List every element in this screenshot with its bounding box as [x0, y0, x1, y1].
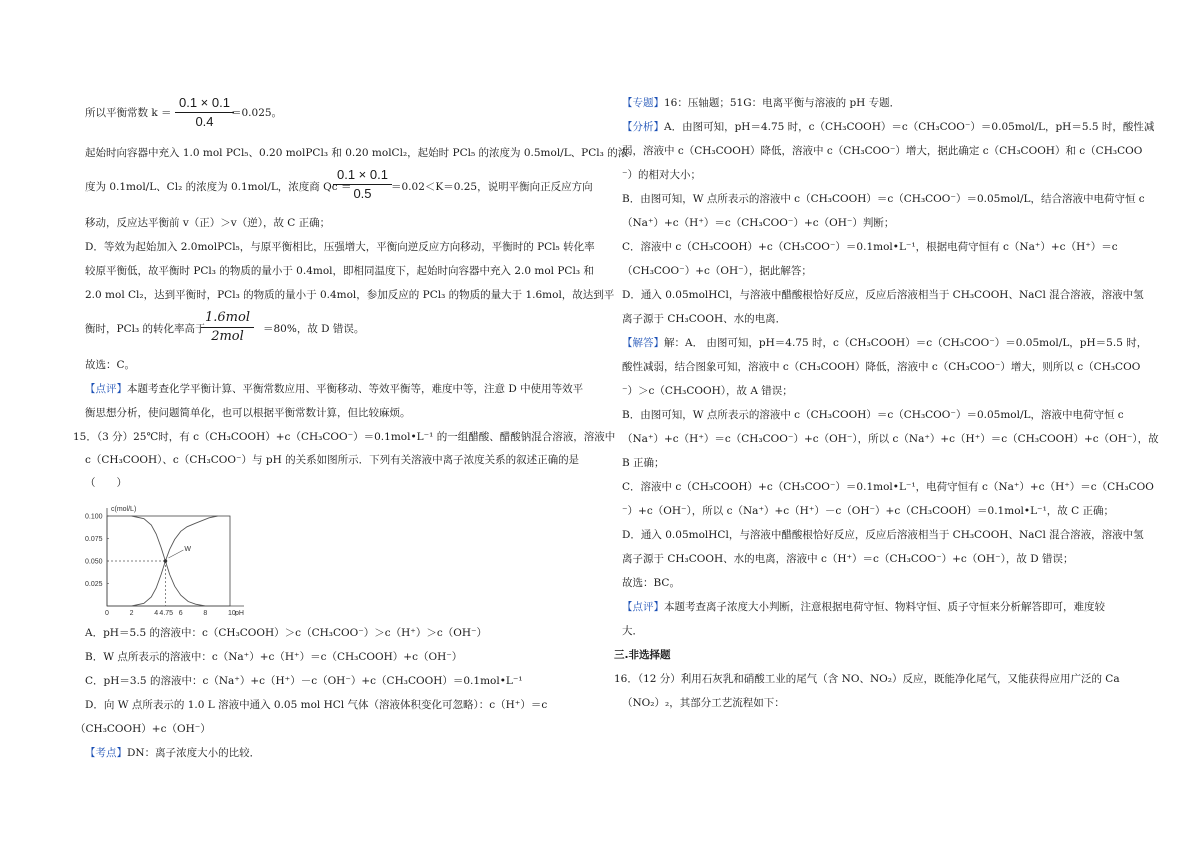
- k-suffix: ＝0.025。: [231, 107, 283, 119]
- x-tick-label: 8: [203, 610, 208, 616]
- fenxi-tag: 【分析】: [622, 121, 664, 133]
- plot-frame: [107, 516, 230, 606]
- text-line: ⁻）＞c（CH₃COOH），故 A 错误；: [622, 385, 793, 397]
- option-c: C．pH＝3.5 的溶液中：c（Na⁺）+c（H⁺）－c（OH⁻）+c（CH₃COOH）＝0.1mol•L⁻¹: [85, 675, 523, 687]
- conversion-suffix: ＝80%，故 D 错误。: [263, 323, 365, 335]
- zhuanti-text: 16：压轴题；51G：电离平衡与溶液的 pH 专题．: [664, 97, 901, 109]
- qc-prefix: 度为 0.1mol/L、Cl₂ 的浓度为 0.1mol/L，浓度商 Qc ＝: [85, 181, 352, 193]
- comment-line: [622, 600, 1105, 614]
- comment-text: 本题考查离子浓度大小判断，注意根据电荷守恒、物料守恒、质子守恒来分析解答即可，难度较: [664, 601, 1105, 613]
- k-denominator: 0.4: [195, 114, 214, 129]
- x-tick-label: 6: [178, 610, 183, 616]
- kaodian-tag: 【考点】: [85, 747, 127, 759]
- k-fraction: [175, 94, 234, 131]
- zhuanti-tag: 【专题】: [622, 97, 664, 109]
- w-point: [164, 559, 168, 563]
- text-line: 起始时向容器中充入 1.0 mol PCl₅、0.20 molPCl₃ 和 0.20 molCl₂，起始时 PCl₅ 的浓度为 0.5mol/L、PCl₃ 的浓: [85, 147, 629, 159]
- text-line: （CH₃COO⁻）+c（OH⁻），据此解答；: [622, 265, 812, 277]
- text-line: D．等效为起始加入 2.0molPCl₅，与原平衡相比，压强增大，平衡向逆反应方向移动，平衡时的 PCl₅ 转化率: [85, 241, 595, 253]
- answer-line: 故选：BC。: [622, 577, 680, 589]
- x-axis-label: pH: [235, 610, 244, 616]
- text-line: （Na⁺）+c（H⁺）＝c（CH₃COO⁻）+c（OH⁻）判断；: [622, 217, 895, 229]
- x-tick-label: 4.75: [159, 610, 174, 616]
- text-line: C．溶液中 c（CH₃COOH）+c（CH₃COO⁻）＝0.1mol•L⁻¹，电荷守恒有 c（Na⁺）+c（H⁺）＝c（CH₃COO: [622, 481, 1154, 493]
- fenxi-text: A．由图可知，pH＝4.75 时，c（CH₃COOH）＝c（CH₃COO⁻）＝0.05mol/L，pH＝5.5 时，酸性减: [664, 121, 1155, 133]
- y-tick-label: 0.075: [85, 536, 103, 543]
- text-line: 2.0 mol Cl₂，达到平衡时，PCl₃ 的物质的量小于 0.4mol，参加反应的 PCl₃ 的物质的量大于 1.6mol，故达到平: [85, 289, 615, 301]
- conversion-denominator: 2mol: [211, 329, 244, 344]
- jieda-tag: 【解答】: [622, 337, 664, 349]
- text-line: C．溶液中 c（CH₃COOH）+c（CH₃COO⁻）＝0.1mol•L⁻¹，根据电荷守恒有 c（Na⁺）+c（H⁺）＝c: [622, 241, 1118, 253]
- qc-denominator: 0.5: [353, 186, 372, 201]
- question-15-line-3: （ ）: [85, 477, 127, 489]
- question-16-line-2: （NO₂）₂，其部分工艺流程如下：: [622, 697, 785, 709]
- jieda-line: [622, 336, 1147, 350]
- qc-fraction: [333, 166, 392, 203]
- text-line: ⁻）+c（OH⁻），所以 c（Na⁺）+c（H⁺）－c（OH⁻）+c（CH₃COOH）＝0.1mol•L⁻¹，故 C 正确；: [622, 505, 1114, 517]
- conversion-prefix: 衡时，PCl₃ 的转化率高于: [85, 323, 206, 335]
- question-16-line-1: 16．（12 分）利用石灰乳和硝酸工业的尾气（含 NO、NO₂）反应，既能净化尾气，又能获得应用广泛的 Ca: [614, 673, 1120, 685]
- fenxi-line: [622, 120, 1154, 134]
- comment-line-2: 衡思想分析，使问题简单化，也可以根据平衡常数计算，但比较麻烦。: [85, 407, 411, 419]
- conversion-numerator: 1.6mol: [201, 309, 254, 328]
- w-pointer: [168, 550, 183, 558]
- text-line: 离子源于 CH₃COOH、水的电离，溶液中 c（H⁺）＝c（CH₃COO⁻）+c（OH⁻），故 D 错误；: [622, 553, 1074, 565]
- option-d-line-2: （CH₃COOH）+c（OH⁻）: [75, 723, 211, 735]
- kaodian-line: [85, 746, 260, 760]
- y-tick-label: 0.025: [85, 581, 103, 588]
- comment-line: [85, 382, 583, 396]
- conversion-fraction: [201, 309, 254, 346]
- section-heading: 三.非选择题: [614, 649, 671, 661]
- comment-line-2: 大．: [622, 625, 643, 637]
- series-line-1: [132, 516, 206, 606]
- qc-suffix: ＝0.02＜K＝0.25，说明平衡向正反应方向: [391, 181, 593, 193]
- text-line: 较原平衡低，故平衡时 PCl₃ 的物质的量小于 0.4mol，即相同温度下，起始时向容器中充入 2.0 mol PCl₃ 和: [85, 265, 594, 277]
- text-line: 酸性减弱，结合图象可知，溶液中 c（CH₃COOH）降低，溶液中 c（CH₃COO⁻）增大，则所以 c（CH₃COO: [622, 361, 1141, 373]
- chart-marks: [107, 546, 191, 606]
- w-point-label: W: [184, 546, 192, 553]
- chart-ticks: [85, 514, 236, 617]
- k-numerator: 0.1 × 0.1: [175, 94, 234, 113]
- text-line: B 正确；: [622, 457, 665, 469]
- text-line: 移动，反应达平衡前 v（正）＞v（逆），故 C 正确；: [85, 217, 331, 229]
- comment-text: 本题考查化学平衡计算、平衡常数应用、平衡移动、等效平衡等，难度中等，注意 D 中使用等效平: [127, 383, 584, 395]
- x-tick-label: 10: [228, 610, 236, 616]
- text-line: ⁻）的相对大小；: [622, 169, 702, 181]
- comment-tag: 【点评】: [85, 383, 127, 395]
- k-prefix: 所以平衡常数 k ＝: [85, 107, 172, 119]
- y-axis-label: c(mol/L): [111, 506, 137, 513]
- option-a: A．pH＝5.5 的溶液中：c（CH₃COOH）＞c（CH₃COO⁻）＞c（H⁺）＞c（OH⁻）: [85, 627, 488, 639]
- text-line: 弱，溶液中 c（CH₃COOH）降低，溶液中 c（CH₃COO⁻）增大，据此确定 c（CH₃COOH）和 c（CH₃COO: [622, 145, 1143, 157]
- x-tick-label: 0: [105, 610, 109, 616]
- comment-tag: 【点评】: [622, 601, 664, 613]
- y-tick-label: 0.100: [85, 513, 103, 521]
- text-line: B．由图可知，W 点所表示的溶液中 c（CH₃COOH）＝c（CH₃COO⁻）＝0.05mol/L，溶液中电荷守恒 c: [622, 409, 1124, 421]
- answer-line: 故选：C。: [85, 359, 136, 371]
- option-b: B．W 点所表示的溶液中：c（Na⁺）+c（H⁺）＝c（CH₃COOH）+c（OH⁻）: [85, 651, 463, 663]
- question-15-line-1: 15．（3 分）25℃时，有 c（CH₃COOH）+c（CH₃COO⁻）＝0.1mol•L⁻¹ 的一组醋酸、醋酸钠混合溶液，溶液中: [73, 431, 616, 443]
- kaodian-text: DN：离子浓度大小的比较．: [127, 747, 261, 759]
- y-tick-label: 0.050: [85, 558, 103, 566]
- concentration-ph-chart: [85, 503, 250, 616]
- x-tick-label: 2: [129, 610, 134, 616]
- zhuanti-line: [622, 96, 900, 110]
- text-line: （Na⁺）+c（H⁺）＝c（CH₃COO⁻）+c（OH⁻），所以 c（Na⁺）+c（H⁺）＝c（CH₃COOH）+c（OH⁻），故: [622, 433, 1159, 445]
- option-d-line-1: D．向 W 点所表示的 1.0 L 溶液中通入 0.05 mol HCl 气体（溶液体积变化可忽略）：c（H⁺）＝c: [85, 699, 548, 711]
- qc-numerator: 0.1 × 0.1: [333, 166, 392, 185]
- x-tick-label: 4: [154, 610, 159, 616]
- question-15-line-2: c（CH₃COOH）、c（CH₃COO⁻）与 pH 的关系如图所示．下列有关溶液中离子浓度关系的叙述正确的是: [85, 454, 580, 466]
- text-line: D．通入 0.05molHCl，与溶液中醋酸根恰好反应，反应后溶液相当于 CH₃COOH、NaCl 混合溶液，溶液中氢: [622, 289, 1144, 301]
- jieda-text: 解：A． 由图可知，pH＝4.75 时，c（CH₃COOH）＝c（CH₃COO⁻）＝0.05mol/L，pH＝5.5 时，: [664, 337, 1148, 349]
- text-line: B．由图可知，W 点所表示的溶液中 c（CH₃COOH）＝c（CH₃COO⁻）＝0.05mol/L，结合溶液中电荷守恒 c: [622, 193, 1145, 205]
- text-line: D．通入 0.05molHCl，与溶液中醋酸根恰好反应，反应后溶液相当于 CH₃COOH、NaCl 混合溶液，溶液中氢: [622, 529, 1144, 541]
- text-line: 离子源于 CH₃COOH、水的电离．: [622, 313, 787, 325]
